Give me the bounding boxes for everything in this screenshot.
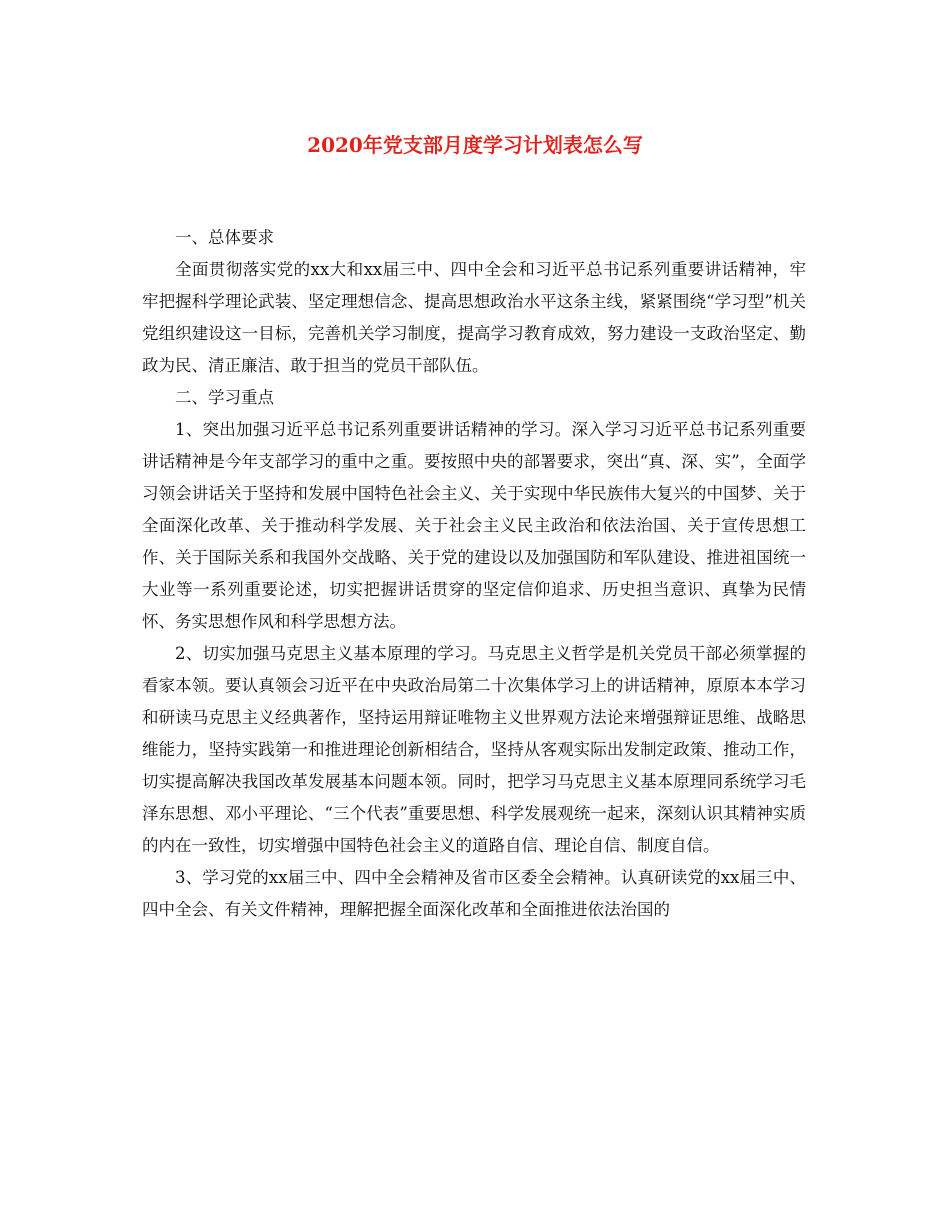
paragraph-focus-1: 1、突出加强习近平总书记系列重要讲话精神的学习。深入学习习近平总书记系列重要讲话精神是今年支部学习的重中之重。要按照中央的部署要求，突出“真、深、实”，全面学习领会讲话关于坚持和发展中国特色社会主义、关于实现中华民族伟大复兴的中国梦、关于全面深化改革、关于推动科学发展、关于社会主义民主政治和依法治国、关于宣传思想工作、关于国际关系和我国外交战略、关于党的建设以及加强国防和军队建设、推进祖国统一大业等一系列重要论述，切实把握讲话贯穿的坚定信仰追求、历史担当意识、真挚为民情怀、务实思想作风和科学思想方法。 (142, 420, 806, 631)
paragraph-focus-2: 2、切实加强马克思主义基本原理的学习。马克思主义哲学是机关党员干部必须掌握的看家本领。要认真领会习近平在中央政治局第二十次集体学习上的讲话精神，原原本本学习和研读马克思主义经典著作，坚持运用辩证唯物主义世界观方法论来增强辩证思维、战略思维能力，坚持实践第一和推进理论创新相结合，坚持从客观实际出发制定政策、推动工作，切实提高解决我国改革发展基本问题本领。同时，把学习马克思主义基本原理同系统学习毛泽东思想、邓小平理论、“三个代表”重要思想、科学发展观统一起来，深刻认识其精神实质的内在一致性，切实增强中国特色社会主义的道路自信、理论自信、制度自信。 (142, 644, 806, 855)
paragraph-general-requirements: 全面贯彻落实党的xx大和xx届三中、四中全会和习近平总书记系列重要讲话精神，牢牢把握科学理论武装、坚定理想信念、提高思想政治水平这条主线，紧紧围绕“学习型”机关党组织建设这一目标，完善机关学习制度，提高学习教育成效，努力建设一支政治坚定、勤政为民、清正廉洁、敢于担当的党员干部队伍。 (142, 260, 806, 375)
paragraph-focus-3: 3、学习党的xx届三中、四中全会精神及省市区委全会精神。认真研读党的xx届三中、四中全会、有关文件精神，理解把握全面深化改革和全面推进依法治国的 (142, 868, 806, 919)
document-title: 2020年党支部月度学习计划表怎么写 (307, 133, 643, 157)
section-heading-study-focus: 二、学习重点 (175, 388, 274, 407)
document-body (142, 222, 806, 926)
section-heading-general-requirements: 一、总体要求 (175, 228, 274, 247)
